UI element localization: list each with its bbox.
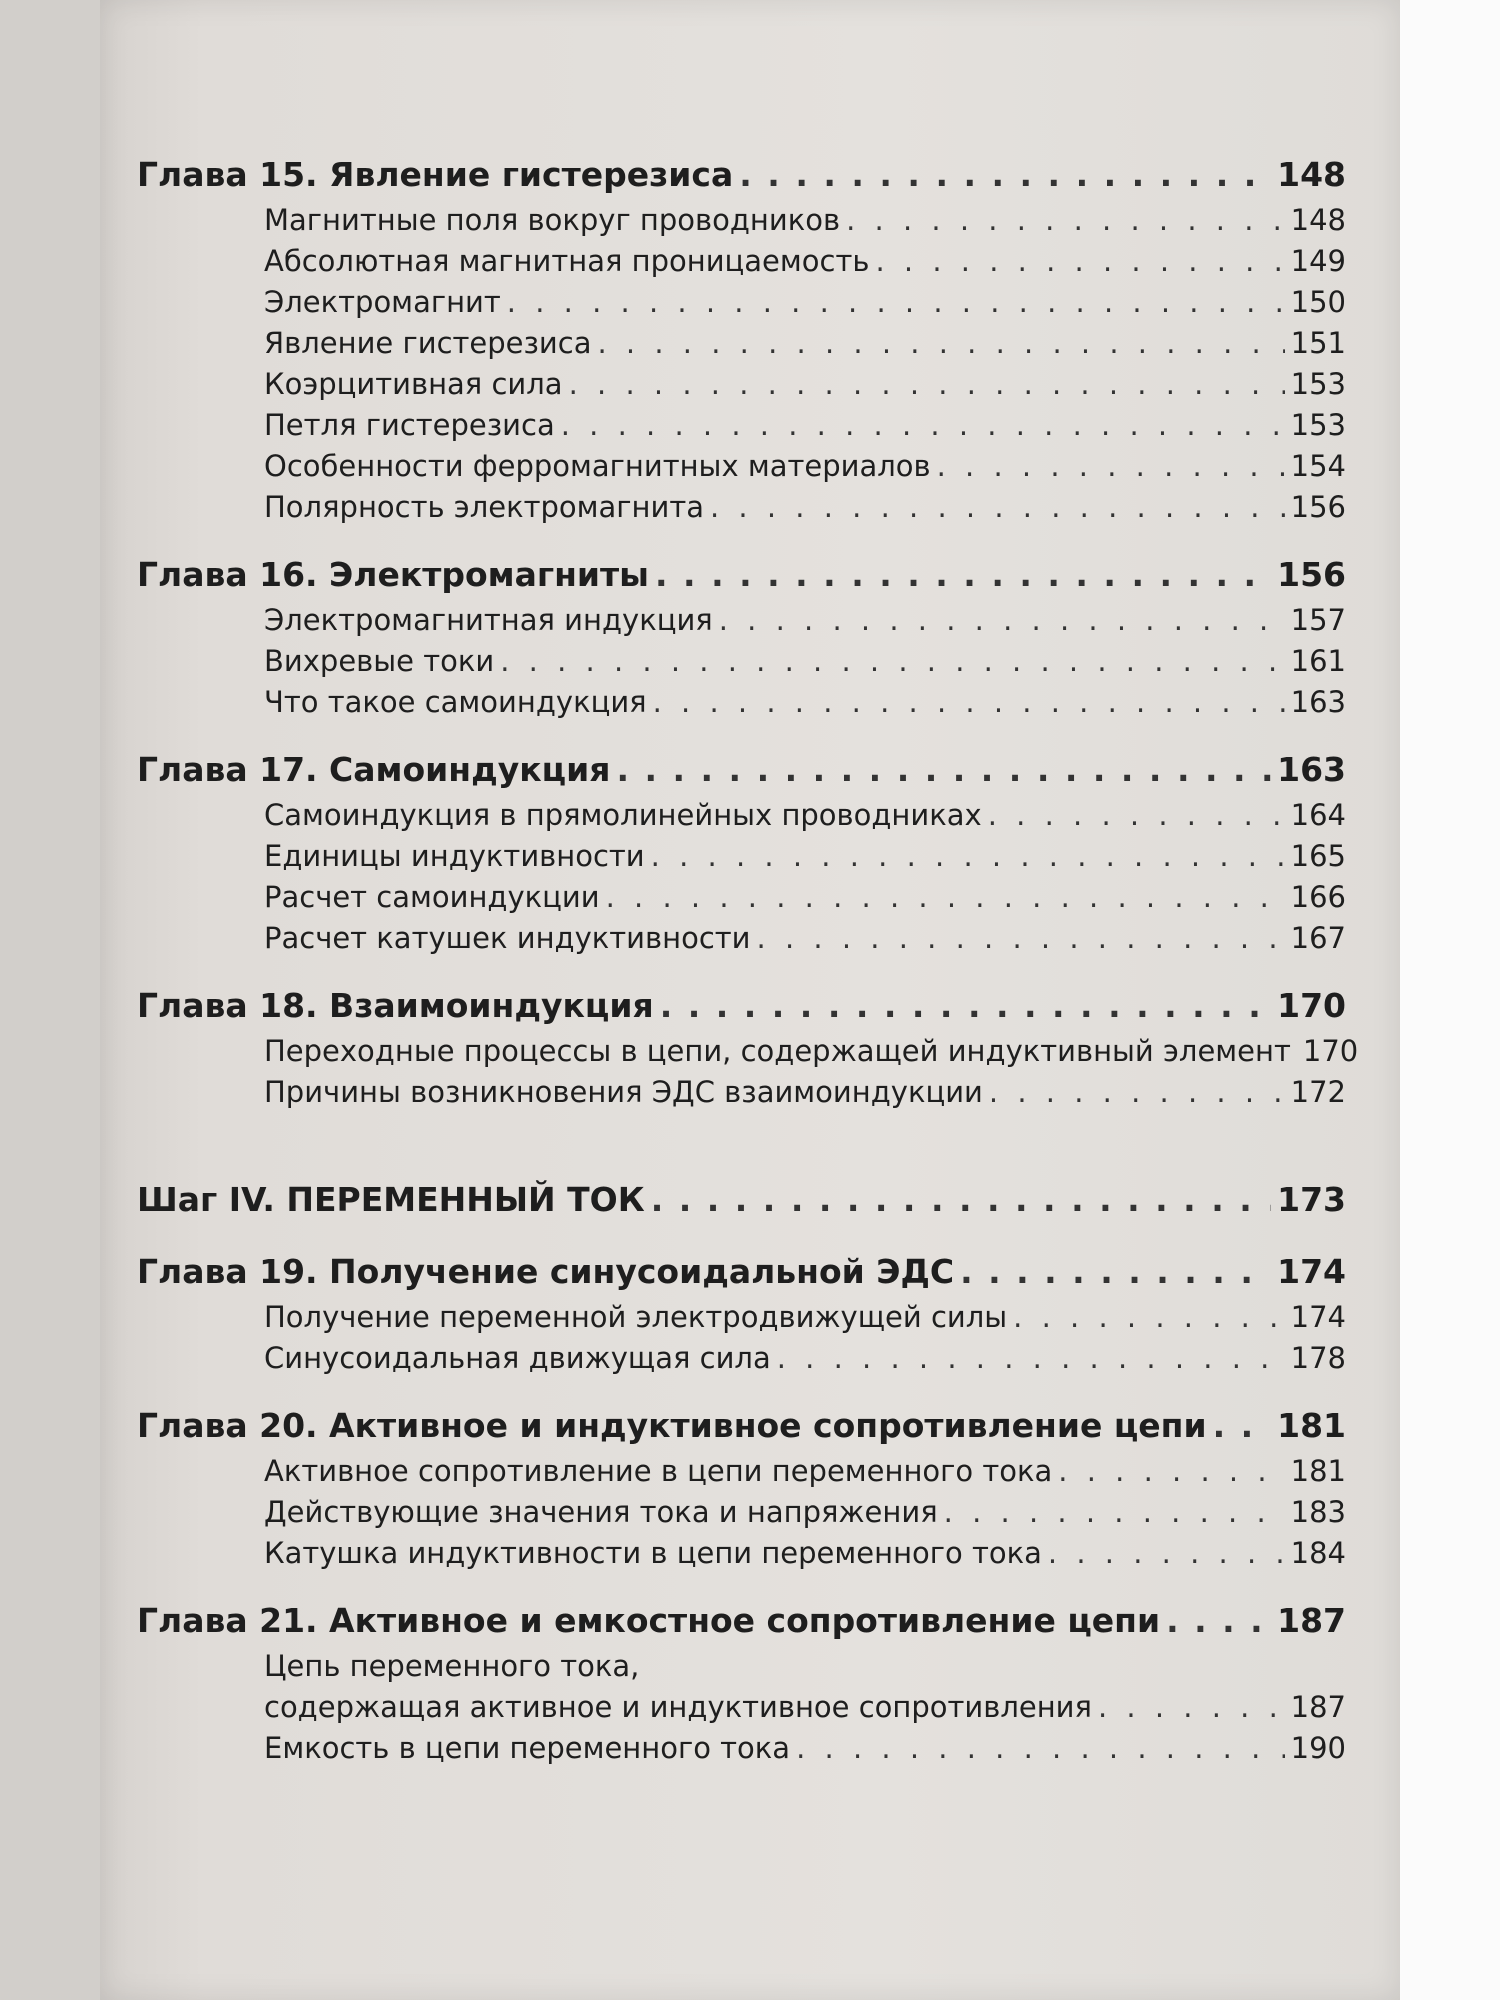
page-number: 181	[1277, 1406, 1346, 1445]
section-entry	[137, 1646, 1346, 1728]
page-number: 153	[1290, 367, 1346, 401]
leader-dots	[944, 1492, 1285, 1533]
background-right	[1400, 0, 1500, 2000]
entry-title: Расчет самоиндукции	[264, 880, 600, 914]
page-number: 181	[1290, 1454, 1346, 1488]
entry-title: Петля гистерезиса	[264, 408, 555, 442]
section-entry	[137, 364, 1346, 405]
page-number: 148	[1277, 155, 1346, 194]
chapter-entry	[137, 1596, 1346, 1646]
section-entry	[137, 1031, 1359, 1072]
entry-title: Получение переменной электродвижущей силы	[264, 1300, 1008, 1334]
entry-title: Причины возникновения ЭДС взаимоиндукции	[264, 1075, 983, 1109]
entry-title: Глава 17. Самоиндукция	[137, 750, 611, 789]
page-number: 170	[1277, 986, 1346, 1025]
page-number: 187	[1290, 1690, 1346, 1724]
page-number: 170	[1302, 1034, 1359, 1068]
chapter-entry	[137, 1401, 1346, 1451]
entry-title: Полярность электромагнита	[264, 490, 704, 524]
leader-dots	[561, 405, 1285, 446]
entry-title: Емкость в цепи переменного тока	[264, 1731, 791, 1765]
page-number: 156	[1290, 490, 1346, 524]
entry-title: Единицы индуктивности	[264, 839, 645, 873]
page-number: 156	[1277, 555, 1346, 594]
chapter-entry	[137, 550, 1346, 600]
section-entry	[137, 1728, 1346, 1769]
leader-dots	[1213, 1401, 1272, 1451]
leader-dots	[710, 487, 1285, 528]
entry-title	[264, 1646, 1092, 1728]
section-entry	[137, 1533, 1346, 1574]
page-number: 174	[1277, 1252, 1346, 1291]
leader-dots	[1098, 1687, 1285, 1728]
page-number: 161	[1290, 644, 1346, 678]
section-entry	[137, 600, 1346, 641]
page-number: 148	[1290, 203, 1346, 237]
entry-title: Глава 19. Получение синусоидальной ЭДС	[137, 1252, 955, 1291]
chapter-entry	[137, 150, 1346, 200]
entry-title: Вихревые токи	[264, 644, 495, 678]
entry-title: Действующие значения тока и напряжения	[264, 1495, 938, 1529]
section-entry	[137, 641, 1346, 682]
leader-dots	[1058, 1451, 1284, 1492]
section-entry	[137, 323, 1346, 364]
entry-title: Шаг IV. ПЕРЕМЕННЫЙ ТОК	[137, 1180, 645, 1219]
entry-title: Особенности ферромагнитных материалов	[264, 449, 931, 483]
section-entry	[137, 1492, 1346, 1533]
leader-dots	[777, 1338, 1285, 1379]
section-entry	[137, 918, 1346, 959]
entry-title: Катушка индуктивности в цепи переменного тока	[264, 1536, 1042, 1570]
leader-dots	[960, 1247, 1271, 1297]
entry-title-line-1: Цепь переменного тока,	[264, 1649, 640, 1683]
leader-dots	[937, 446, 1285, 487]
entry-title: Самоиндукция в прямолинейных проводниках	[264, 798, 982, 832]
section-entry	[137, 877, 1346, 918]
page-number: 167	[1290, 921, 1346, 955]
page-number: 150	[1290, 285, 1346, 319]
leader-dots	[500, 641, 1284, 682]
page-number: 149	[1290, 244, 1346, 278]
leader-dots	[1013, 1297, 1284, 1338]
page-number: 163	[1277, 750, 1346, 789]
entry-title: Что такое самоиндукция	[264, 685, 647, 719]
section-entry	[137, 836, 1346, 877]
leader-dots	[653, 682, 1285, 723]
page-number: 153	[1290, 408, 1346, 442]
leader-dots	[651, 836, 1285, 877]
entry-title: Глава 16. Электромагниты	[137, 555, 650, 594]
leader-dots	[796, 1728, 1285, 1769]
page-number: 166	[1290, 880, 1346, 914]
part-entry	[137, 1175, 1346, 1225]
entry-title: Абсолютная магнитная проницаемость	[264, 244, 870, 278]
leader-dots	[660, 981, 1271, 1031]
entry-title: Электромагнитная индукция	[264, 603, 713, 637]
leader-dots	[655, 550, 1271, 600]
table-of-contents	[137, 150, 1359, 1769]
page-number: 187	[1277, 1601, 1346, 1640]
page-number: 173	[1277, 1180, 1346, 1219]
entry-title: Глава 20. Активное и индуктивное сопротивление цепи	[137, 1406, 1207, 1445]
leader-dots	[988, 795, 1285, 836]
page-number: 184	[1290, 1536, 1346, 1570]
leader-dots	[606, 877, 1285, 918]
entry-title: Глава 21. Активное и емкостное сопротивление цепи	[137, 1601, 1161, 1640]
chapter-entry	[137, 981, 1346, 1031]
section-entry	[137, 1072, 1346, 1113]
page-number: 163	[1290, 685, 1346, 719]
section-entry	[137, 241, 1346, 282]
section-entry	[137, 795, 1346, 836]
page-number: 164	[1290, 798, 1346, 832]
entry-title: Расчет катушек индуктивности	[264, 921, 751, 955]
page-number: 183	[1290, 1495, 1346, 1529]
leader-dots	[616, 745, 1271, 795]
section-entry	[137, 1338, 1346, 1379]
entry-title: Синусоидальная движущая сила	[264, 1341, 771, 1375]
page-number: 172	[1290, 1075, 1346, 1109]
entry-title: Переходные процессы в цепи, содержащей индуктивный элемент	[264, 1034, 1291, 1068]
entry-title: Глава 15. Явление гистерезиса	[137, 155, 734, 194]
entry-title-line-2: содержащая активное и индуктивное сопротивления	[264, 1690, 1092, 1724]
page-number: 165	[1290, 839, 1346, 873]
chapter-entry	[137, 745, 1346, 795]
chapter-entry	[137, 1247, 1346, 1297]
section-entry	[137, 1451, 1346, 1492]
leader-dots	[1048, 1533, 1285, 1574]
page-number: 154	[1290, 449, 1346, 483]
section-entry	[137, 487, 1346, 528]
leader-dots	[651, 1175, 1271, 1225]
leader-dots	[846, 200, 1285, 241]
leader-dots	[719, 600, 1285, 641]
section-entry	[137, 1297, 1346, 1338]
entry-title: Коэрцитивная сила	[264, 367, 563, 401]
leader-dots	[757, 918, 1285, 959]
background-left	[0, 0, 100, 2000]
entry-title: Электромагнит	[264, 285, 501, 319]
page-number: 174	[1290, 1300, 1346, 1334]
page-number: 190	[1290, 1731, 1346, 1765]
leader-dots	[1166, 1596, 1271, 1646]
leader-dots	[875, 241, 1284, 282]
leader-dots	[569, 364, 1285, 405]
section-entry	[137, 682, 1346, 723]
entry-title: Магнитные поля вокруг проводников	[264, 203, 841, 237]
section-entry	[137, 282, 1346, 323]
leader-dots	[597, 323, 1284, 364]
leader-dots	[739, 150, 1271, 200]
leader-dots	[507, 282, 1285, 323]
page-number: 178	[1290, 1341, 1346, 1375]
entry-title: Активное сопротивление в цепи переменного тока	[264, 1454, 1053, 1488]
page-number: 151	[1290, 326, 1346, 360]
page-number: 157	[1290, 603, 1346, 637]
section-entry	[137, 446, 1346, 487]
section-entry	[137, 405, 1346, 446]
entry-title: Явление гистерезиса	[264, 326, 592, 360]
entry-title: Глава 18. Взаимоиндукция	[137, 986, 654, 1025]
section-entry	[137, 200, 1346, 241]
leader-dots	[989, 1072, 1285, 1113]
